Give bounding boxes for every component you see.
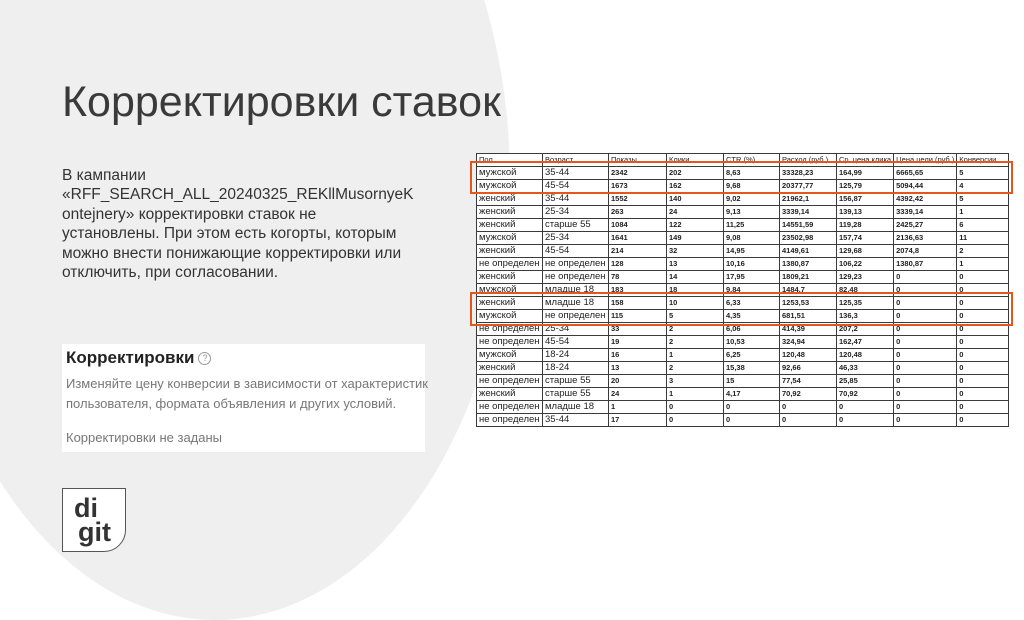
table-cell: 13 xyxy=(667,258,724,271)
table-cell: 32 xyxy=(667,245,724,258)
table-row xyxy=(477,336,1009,349)
column-header: Расход (руб.) xyxy=(780,154,837,167)
table-cell: 1552 xyxy=(609,193,667,206)
table-cell: мужской xyxy=(477,349,543,362)
table-cell: 46,33 xyxy=(837,362,894,375)
table-cell: 2136,63 xyxy=(894,232,957,245)
table-cell: 1484,7 xyxy=(780,284,837,297)
column-header: Пол xyxy=(477,154,543,167)
table-cell: 1 xyxy=(957,258,1009,271)
table-cell: 3339,14 xyxy=(894,206,957,219)
table-cell: 4392,42 xyxy=(894,193,957,206)
table-cell: 15 xyxy=(724,375,780,388)
table-cell: женский xyxy=(477,193,543,206)
column-header: Возраст xyxy=(543,154,609,167)
table-cell: 18-24 xyxy=(543,362,609,375)
table-cell: 0 xyxy=(957,401,1009,414)
table-cell: 6,25 xyxy=(724,349,780,362)
table-cell: 0 xyxy=(724,401,780,414)
table-cell: мужской xyxy=(477,284,543,297)
table-cell: 681,51 xyxy=(780,310,837,323)
table-cell: 119,28 xyxy=(837,219,894,232)
table-cell: 35-44 xyxy=(543,414,609,427)
table-cell: 158 xyxy=(609,297,667,310)
table-cell: не определен xyxy=(543,310,609,323)
table-cell: 0 xyxy=(894,271,957,284)
table-cell: 14 xyxy=(667,271,724,284)
table-cell: 0 xyxy=(894,375,957,388)
table-cell: 0 xyxy=(957,388,1009,401)
table-cell: 1 xyxy=(609,401,667,414)
table-cell: 70,92 xyxy=(837,388,894,401)
table-cell: 1641 xyxy=(609,232,667,245)
column-header: Показы xyxy=(609,154,667,167)
table-cell: 149 xyxy=(667,232,724,245)
table-cell: 4,35 xyxy=(724,310,780,323)
table-cell: 6 xyxy=(957,219,1009,232)
highlight-box-under-18-rows xyxy=(470,292,1013,326)
table-cell: 9,68 xyxy=(724,180,780,193)
table-cell: 18-24 xyxy=(543,349,609,362)
table-cell: 92,66 xyxy=(780,362,837,375)
table-cell: 0 xyxy=(667,401,724,414)
cohort-stats-table xyxy=(476,153,1009,427)
table-cell: 106,22 xyxy=(837,258,894,271)
table-cell: 125,79 xyxy=(837,180,894,193)
table-cell: 263 xyxy=(609,206,667,219)
digit-logo xyxy=(62,488,126,552)
table-cell: 414,39 xyxy=(780,323,837,336)
table-row xyxy=(477,388,1009,401)
table-cell: 0 xyxy=(837,401,894,414)
column-header: CTR (%) xyxy=(724,154,780,167)
table-cell: 17,95 xyxy=(724,271,780,284)
table-cell: 25-34 xyxy=(543,232,609,245)
table-row xyxy=(477,245,1009,258)
table-cell: мужской xyxy=(477,167,543,180)
table-cell: не определен xyxy=(477,323,543,336)
table-cell: 0 xyxy=(957,349,1009,362)
table-cell: не определен xyxy=(543,271,609,284)
description-line: отключить, при согласовании. xyxy=(62,264,279,282)
table-cell: 0 xyxy=(780,401,837,414)
table-cell: 324,94 xyxy=(780,336,837,349)
table-cell: младше 18 xyxy=(543,297,609,310)
table-cell: 3 xyxy=(667,375,724,388)
table-cell: 5 xyxy=(957,167,1009,180)
table-cell: женский xyxy=(477,271,543,284)
description-line: В кампании xyxy=(62,167,146,184)
table-cell: не определен xyxy=(477,401,543,414)
table-cell: 1380,87 xyxy=(780,258,837,271)
table-row xyxy=(477,414,1009,427)
logo-text-line1: di xyxy=(74,493,98,523)
table-cell: 23502,98 xyxy=(780,232,837,245)
table-cell: 0 xyxy=(894,336,957,349)
table-cell: старше 55 xyxy=(543,219,609,232)
table-cell: 1380,87 xyxy=(894,258,957,271)
table-cell: 0 xyxy=(894,323,957,336)
table-cell: 156,87 xyxy=(837,193,894,206)
table-cell: 164,99 xyxy=(837,167,894,180)
table-cell: 33 xyxy=(609,323,667,336)
table-cell: 5 xyxy=(957,193,1009,206)
table-cell: 1 xyxy=(667,349,724,362)
table-cell: 19 xyxy=(609,336,667,349)
table-cell: 11 xyxy=(957,232,1009,245)
table-cell: 0 xyxy=(957,323,1009,336)
table-cell: 9,02 xyxy=(724,193,780,206)
slide-description xyxy=(62,166,452,282)
table-cell: 9,84 xyxy=(724,284,780,297)
description-line: «RFF_SEARCH_ALL_20240325_REKllMusornyeK xyxy=(62,186,414,204)
highlight-box-top-rows xyxy=(470,161,1013,194)
table-cell: 10,53 xyxy=(724,336,780,349)
table-cell: 2074,8 xyxy=(894,245,957,258)
table-cell: 2 xyxy=(667,323,724,336)
table-row xyxy=(477,375,1009,388)
table-cell: 20377,77 xyxy=(780,180,837,193)
table-cell: 33328,23 xyxy=(780,167,837,180)
table-cell: 140 xyxy=(667,193,724,206)
description-line: можно внести понижающие корректировки или xyxy=(62,244,402,262)
column-header: Конверсии xyxy=(957,154,1009,167)
slide-title: Корректировки ставок xyxy=(62,78,501,126)
table-cell: 207,2 xyxy=(837,323,894,336)
table-cell: 125,35 xyxy=(837,297,894,310)
adjustments-description-line: пользователя, формата объявления и других условий. xyxy=(66,396,397,411)
table-cell: не определен xyxy=(477,375,543,388)
table-cell: 45-54 xyxy=(543,180,609,193)
table-cell: 214 xyxy=(609,245,667,258)
table-cell: женский xyxy=(477,297,543,310)
table-cell: 10,16 xyxy=(724,258,780,271)
table-cell: женский xyxy=(477,245,543,258)
column-header: Ср. цена клика xyxy=(837,154,894,167)
table-cell: 129,68 xyxy=(837,245,894,258)
table-cell: женский xyxy=(477,388,543,401)
table-cell: 128 xyxy=(609,258,667,271)
table-cell: 120,48 xyxy=(780,349,837,362)
table-cell: 25-34 xyxy=(543,206,609,219)
table-row xyxy=(477,193,1009,206)
table-cell: 25-34 xyxy=(543,323,609,336)
table-cell: 15,38 xyxy=(724,362,780,375)
table-cell: 157,74 xyxy=(837,232,894,245)
table-cell: женский xyxy=(477,206,543,219)
table-cell: 0 xyxy=(957,414,1009,427)
table-row xyxy=(477,349,1009,362)
table-cell: 14,95 xyxy=(724,245,780,258)
logo-text-line2: git xyxy=(78,517,111,547)
table-cell: 9,08 xyxy=(724,232,780,245)
table-cell: 183 xyxy=(609,284,667,297)
table-cell: 1809,21 xyxy=(780,271,837,284)
table-cell: 0 xyxy=(894,362,957,375)
table-cell: не определен xyxy=(477,336,543,349)
table-cell: 24 xyxy=(609,388,667,401)
table-cell: 25,85 xyxy=(837,375,894,388)
adjustments-empty-note: Корректировки не заданы xyxy=(66,430,223,445)
table-cell: 1 xyxy=(667,388,724,401)
adjustments-heading-text: Корректировки xyxy=(66,348,195,367)
table-cell: 162,47 xyxy=(837,336,894,349)
table-cell: 10 xyxy=(667,297,724,310)
table-cell: 8,63 xyxy=(724,167,780,180)
description-line: установлены. При этом есть когорты, которым xyxy=(62,225,397,243)
table-cell: мужской xyxy=(477,232,543,245)
table-cell: 11,25 xyxy=(724,219,780,232)
table-cell: 202 xyxy=(667,167,724,180)
table-cell: 1084 xyxy=(609,219,667,232)
table-cell: 2342 xyxy=(609,167,667,180)
table-cell: 35-44 xyxy=(543,167,609,180)
table-cell: 4149,61 xyxy=(780,245,837,258)
table-cell: старше 55 xyxy=(543,375,609,388)
table-cell: 0 xyxy=(894,284,957,297)
table-cell: 129,23 xyxy=(837,271,894,284)
table-cell: 9,13 xyxy=(724,206,780,219)
table-cell: 21962,1 xyxy=(780,193,837,206)
table-cell: 5094,44 xyxy=(894,180,957,193)
table-cell: 136,3 xyxy=(837,310,894,323)
table-cell: 0 xyxy=(837,414,894,427)
table-row xyxy=(477,401,1009,414)
table-cell: 0 xyxy=(957,362,1009,375)
table-cell: 2425,27 xyxy=(894,219,957,232)
table-cell: 20 xyxy=(609,375,667,388)
table-cell: 0 xyxy=(894,388,957,401)
table-cell: 122 xyxy=(667,219,724,232)
table-cell: 77,54 xyxy=(780,375,837,388)
table-row xyxy=(477,271,1009,284)
table-cell: 3339,14 xyxy=(780,206,837,219)
column-header: Клики xyxy=(667,154,724,167)
table-cell: 6,33 xyxy=(724,297,780,310)
table-cell: 0 xyxy=(894,401,957,414)
table-cell: не определен xyxy=(477,258,543,271)
table-cell: старше 55 xyxy=(543,388,609,401)
table-cell: 5 xyxy=(667,310,724,323)
table-cell: младше 18 xyxy=(543,401,609,414)
adjustments-heading xyxy=(66,348,211,368)
table-cell: 0 xyxy=(957,297,1009,310)
description-line: ontejnery» корректировки ставок не xyxy=(62,205,317,223)
table-row xyxy=(477,219,1009,232)
table-cell: не определен xyxy=(543,258,609,271)
table-cell: 6665,65 xyxy=(894,167,957,180)
table-cell: 0 xyxy=(894,310,957,323)
table-cell: не определен xyxy=(477,414,543,427)
table-cell: 139,13 xyxy=(837,206,894,219)
table-cell: мужской xyxy=(477,180,543,193)
table-cell: 35-44 xyxy=(543,193,609,206)
table-cell: 45-54 xyxy=(543,336,609,349)
table-cell: 0 xyxy=(957,271,1009,284)
table-cell: 45-54 xyxy=(543,245,609,258)
table-cell: 0 xyxy=(724,414,780,427)
table-cell: 0 xyxy=(957,284,1009,297)
table-cell: мужской xyxy=(477,310,543,323)
table-cell: 1 xyxy=(957,206,1009,219)
table-cell: 0 xyxy=(667,414,724,427)
table-cell: 2 xyxy=(667,336,724,349)
table-cell: 0 xyxy=(957,375,1009,388)
table-cell: 0 xyxy=(894,349,957,362)
table-cell: 6,06 xyxy=(724,323,780,336)
table-cell: 0 xyxy=(894,297,957,310)
adjustments-panel-screenshot xyxy=(62,344,428,452)
table-cell: 78 xyxy=(609,271,667,284)
table-cell: 4 xyxy=(957,180,1009,193)
table-cell: 115 xyxy=(609,310,667,323)
adjustments-description-line: Изменяйте цену конверсии в зависимости от характеристик xyxy=(66,376,428,391)
table-cell: 4,17 xyxy=(724,388,780,401)
column-header: Цена цели (руб.) xyxy=(894,154,957,167)
table-cell: женский xyxy=(477,362,543,375)
table-cell: 24 xyxy=(667,206,724,219)
table-cell: женский xyxy=(477,219,543,232)
table-cell: 2 xyxy=(667,362,724,375)
table-cell: 1673 xyxy=(609,180,667,193)
table-cell: 0 xyxy=(894,414,957,427)
table-row xyxy=(477,232,1009,245)
table-cell: 1253,53 xyxy=(780,297,837,310)
table-cell: 2 xyxy=(957,245,1009,258)
table-cell: 120,48 xyxy=(837,349,894,362)
table-cell: 17 xyxy=(609,414,667,427)
table-cell: 18 xyxy=(667,284,724,297)
table-cell: 0 xyxy=(957,310,1009,323)
table-cell: 13 xyxy=(609,362,667,375)
table-cell: 0 xyxy=(780,414,837,427)
table-row xyxy=(477,206,1009,219)
table-cell: 82,48 xyxy=(837,284,894,297)
table-cell: 162 xyxy=(667,180,724,193)
table-cell: младше 18 xyxy=(543,284,609,297)
table-cell: 0 xyxy=(957,336,1009,349)
table-cell: 16 xyxy=(609,349,667,362)
adjustments-description xyxy=(66,374,426,414)
table-row xyxy=(477,258,1009,271)
table-cell: 14551,59 xyxy=(780,219,837,232)
table-row xyxy=(477,362,1009,375)
help-icon[interactable]: ? xyxy=(198,352,211,365)
table-cell: 70,92 xyxy=(780,388,837,401)
